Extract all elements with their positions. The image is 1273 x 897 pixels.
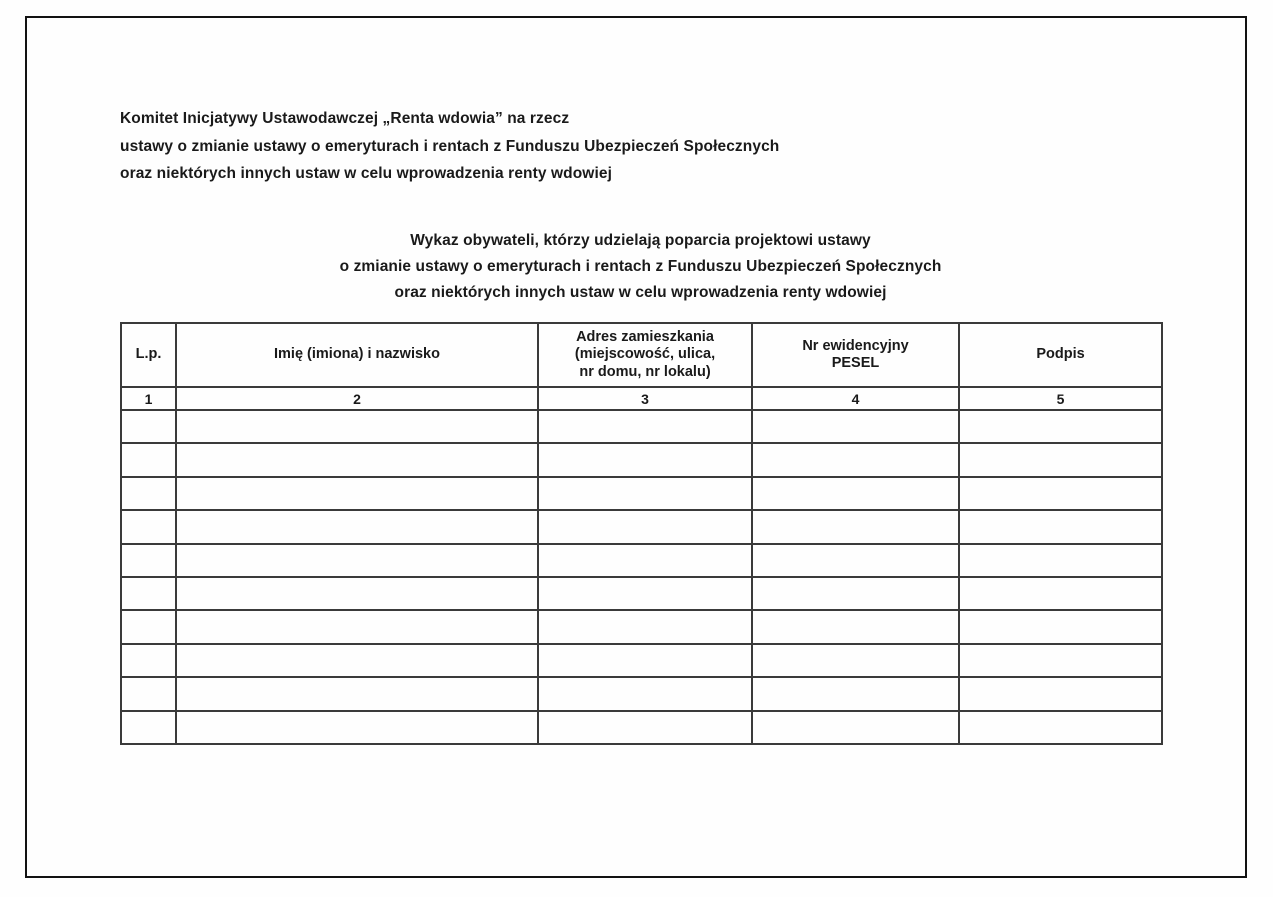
empty-cell	[538, 410, 752, 443]
document-title-line: oraz niektórych innych ustaw w celu wprowadzenia renty wdowiej	[394, 284, 887, 301]
header-line: Nr ewidencyjny	[802, 337, 909, 354]
empty-cell	[176, 443, 538, 476]
table-row	[121, 711, 1162, 744]
column-header-pesel	[752, 323, 959, 387]
empty-cell	[752, 577, 959, 610]
support-signature-table	[120, 322, 1163, 745]
empty-cell	[752, 677, 959, 710]
empty-cell	[959, 711, 1162, 744]
document-title-line: Wykaz obywateli, którzy udzielają poparcia projektowi ustawy	[410, 232, 871, 249]
empty-cell	[121, 577, 176, 610]
empty-cell	[959, 477, 1162, 510]
empty-cell	[121, 644, 176, 677]
committee-header-line: Komitet Inicjatywy Ustawodawczej „Renta wdowia” na rzecz	[120, 110, 570, 127]
header-line: Imię (imiona) i nazwisko	[274, 346, 440, 363]
empty-cell	[176, 644, 538, 677]
empty-cell	[176, 410, 538, 443]
empty-cell	[752, 544, 959, 577]
empty-cell	[959, 544, 1162, 577]
empty-cell	[176, 577, 538, 610]
table-row	[121, 510, 1162, 543]
empty-cell	[538, 477, 752, 510]
empty-cell	[121, 510, 176, 543]
empty-cell	[121, 610, 176, 643]
column-number-row	[121, 387, 1162, 410]
empty-cell	[176, 610, 538, 643]
column-number: 2	[176, 387, 538, 410]
empty-cell	[959, 677, 1162, 710]
empty-cell	[752, 477, 959, 510]
table-row	[121, 610, 1162, 643]
column-number: 4	[752, 387, 959, 410]
header-line: Adres zamieszkania	[576, 328, 714, 345]
empty-cell	[121, 477, 176, 510]
empty-cell	[176, 510, 538, 543]
document-title-line: o zmianie ustawy o emeryturach i rentach z Funduszu Ubezpieczeń Społecznych	[339, 258, 942, 275]
empty-cell	[752, 644, 959, 677]
empty-cell	[752, 510, 959, 543]
header-line: (miejscowość, ulica,	[574, 346, 716, 363]
empty-cell	[538, 443, 752, 476]
empty-cell	[752, 610, 959, 643]
committee-header	[120, 105, 779, 188]
empty-cell	[752, 410, 959, 443]
empty-cell	[538, 644, 752, 677]
empty-cell	[121, 443, 176, 476]
table-row	[121, 544, 1162, 577]
empty-cell	[176, 477, 538, 510]
empty-cell	[121, 410, 176, 443]
empty-cell	[959, 443, 1162, 476]
empty-cell	[176, 711, 538, 744]
empty-cell	[176, 544, 538, 577]
committee-header-line: oraz niektórych innych ustaw w celu wprowadzenia renty wdowiej	[120, 165, 612, 182]
table-row	[121, 644, 1162, 677]
committee-header-line: ustawy o zmianie ustawy o emeryturach i rentach z Funduszu Ubezpieczeń Społecznych	[120, 137, 780, 155]
empty-cell	[121, 711, 176, 744]
column-header-signature	[959, 323, 1162, 387]
empty-cell	[176, 677, 538, 710]
column-header-name	[176, 323, 538, 387]
empty-cell	[538, 510, 752, 543]
empty-cell	[959, 410, 1162, 443]
empty-cell	[959, 610, 1162, 643]
table-row	[121, 477, 1162, 510]
column-number: 1	[121, 387, 176, 410]
column-number: 3	[538, 387, 752, 410]
empty-cell	[538, 711, 752, 744]
empty-cell	[959, 577, 1162, 610]
empty-cell	[752, 711, 959, 744]
empty-cell	[538, 544, 752, 577]
column-number: 5	[959, 387, 1162, 410]
empty-cell	[538, 677, 752, 710]
document-title	[120, 228, 1161, 306]
table-header-row	[121, 323, 1162, 387]
empty-cell	[538, 577, 752, 610]
header-line: L.p.	[135, 346, 162, 363]
empty-cell	[959, 510, 1162, 543]
column-header-lp	[121, 323, 176, 387]
empty-cell	[538, 610, 752, 643]
empty-cell	[752, 443, 959, 476]
table-row	[121, 577, 1162, 610]
empty-cell	[121, 677, 176, 710]
empty-cell	[959, 644, 1162, 677]
table-row	[121, 677, 1162, 710]
column-header-address	[538, 323, 752, 387]
empty-rows	[121, 410, 1162, 744]
header-line: Podpis	[1036, 346, 1085, 363]
header-line: nr domu, nr lokalu)	[579, 363, 711, 380]
table-row	[121, 443, 1162, 476]
empty-cell	[121, 544, 176, 577]
header-line: PESEL	[831, 355, 880, 371]
table-row	[121, 410, 1162, 443]
